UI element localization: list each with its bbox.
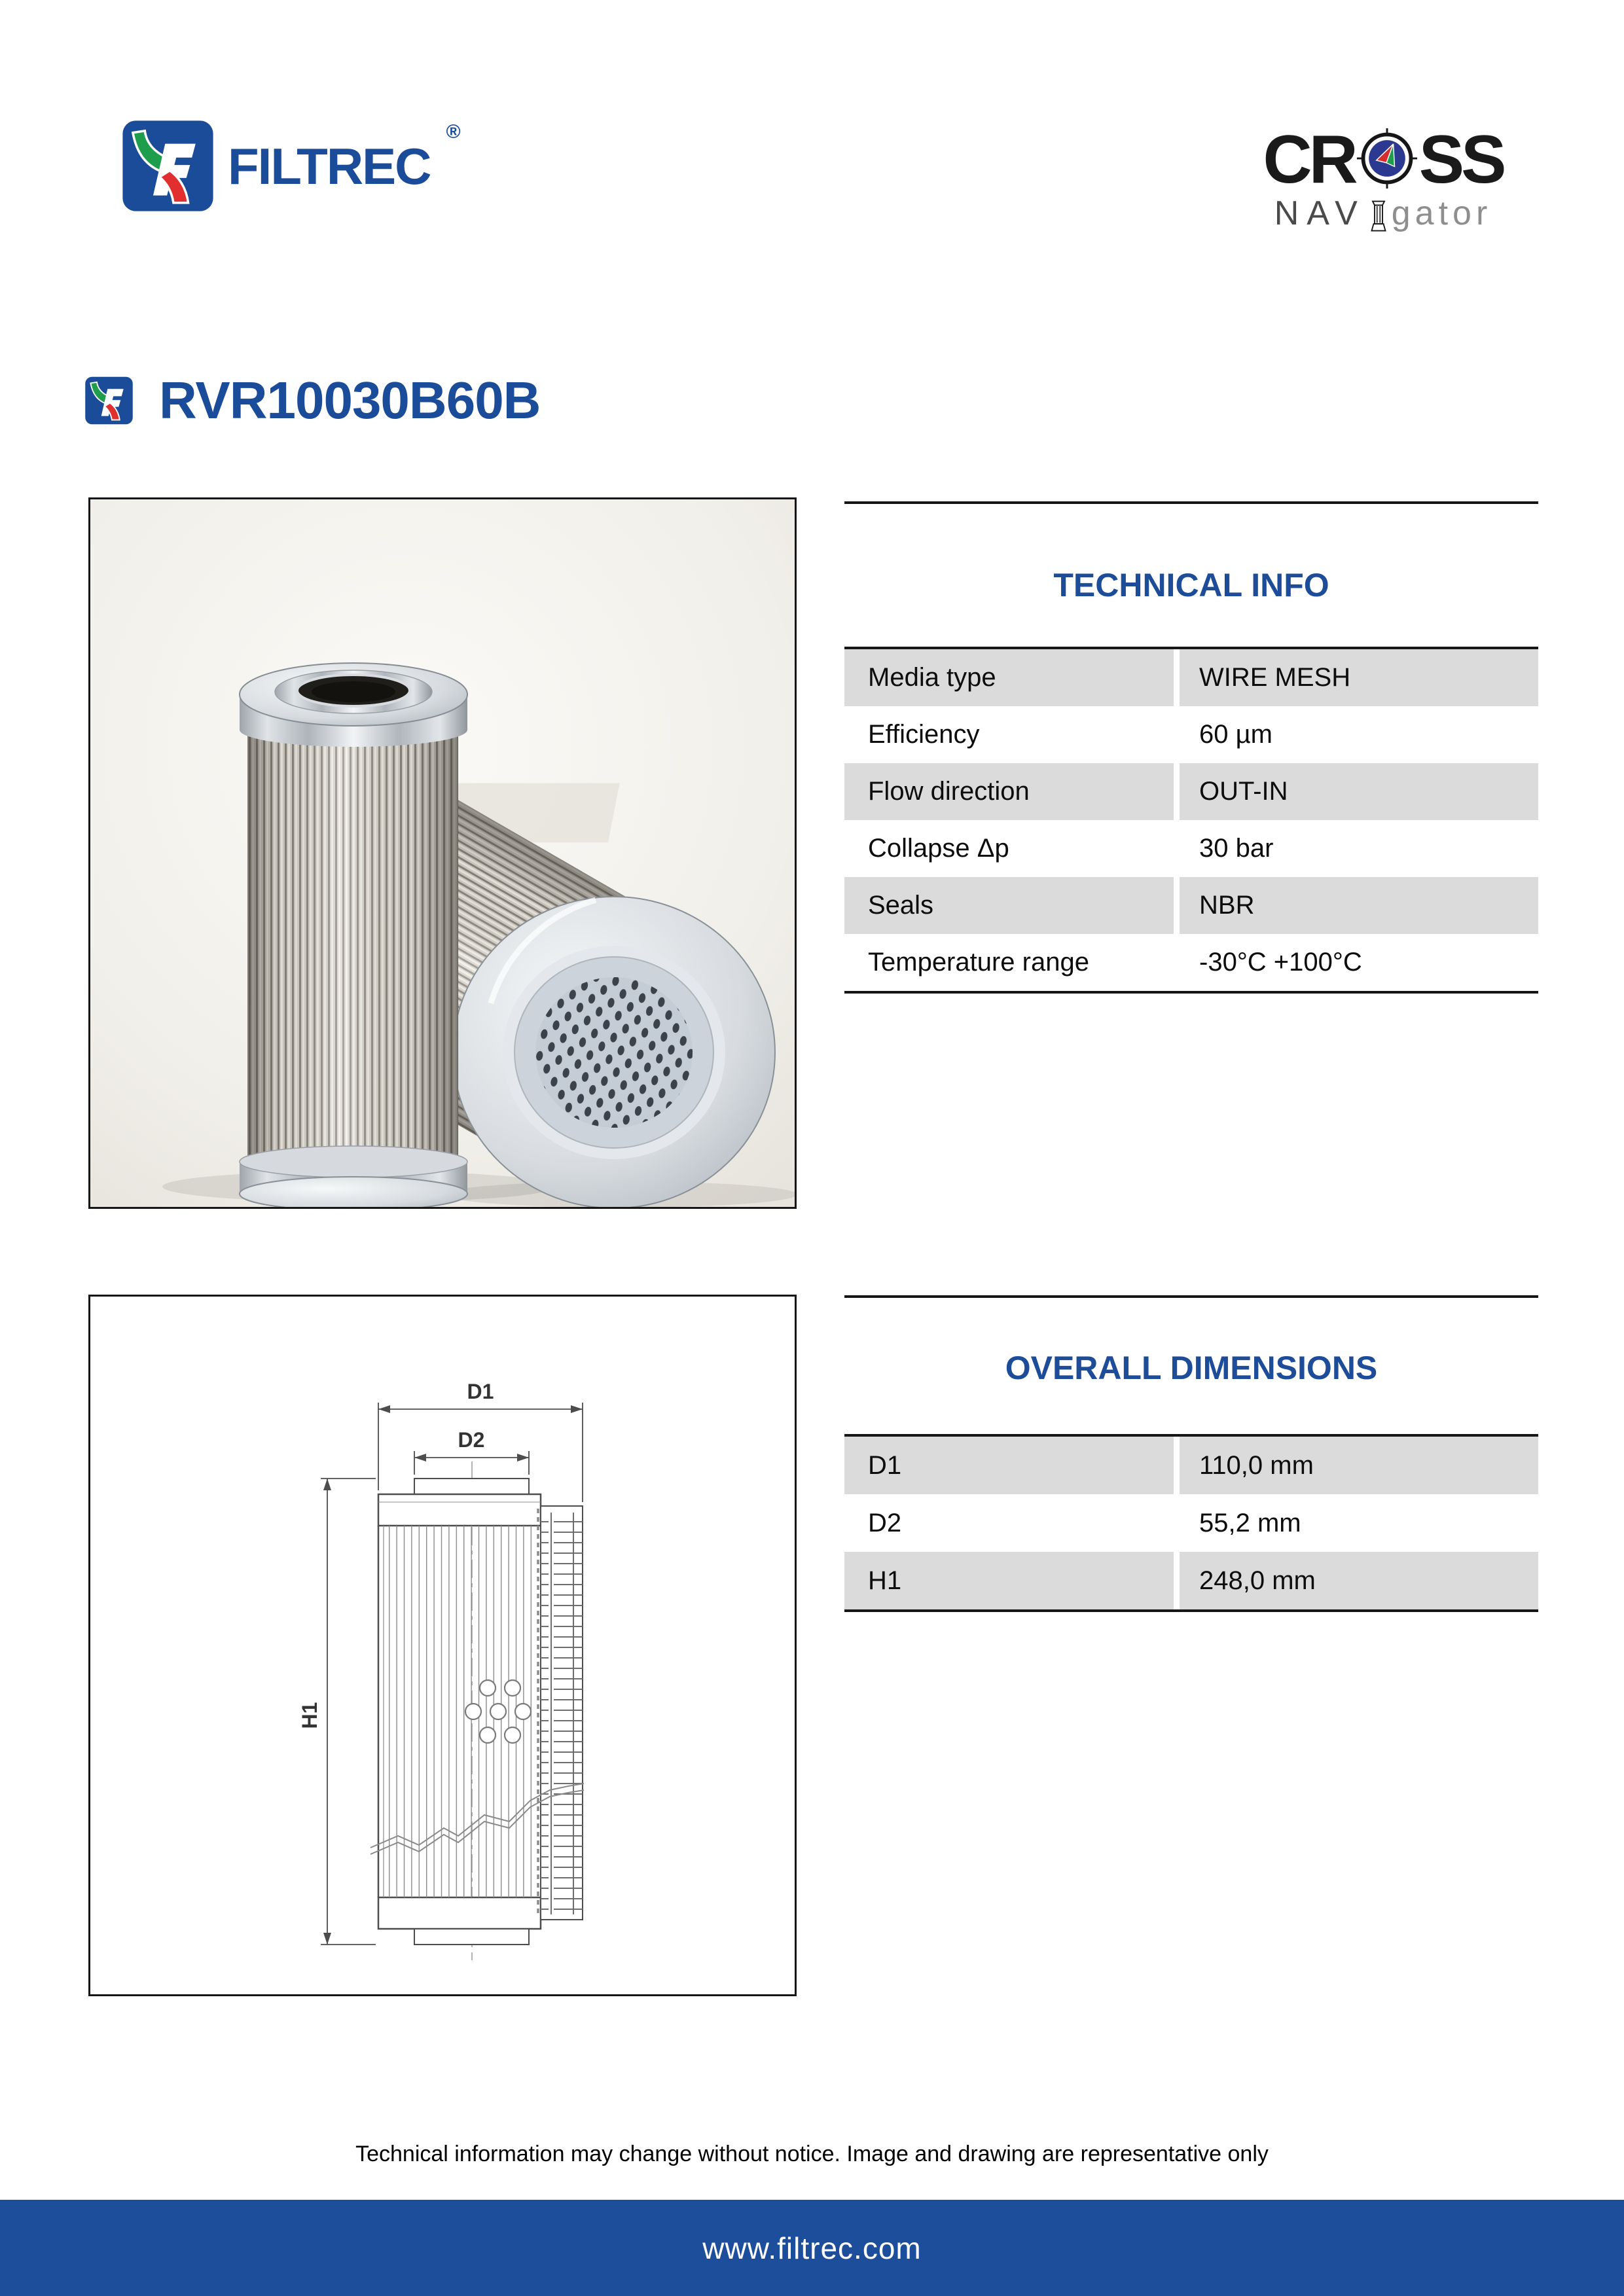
column-gutter xyxy=(1174,763,1180,820)
dimension-value: 55,2 mm xyxy=(1199,1508,1301,1537)
product-f-icon xyxy=(84,376,134,425)
cross-cr-text: CR xyxy=(1263,122,1355,198)
overall-dimensions-top-rule xyxy=(844,1295,1538,1298)
cross-ss-text: SS xyxy=(1418,122,1504,198)
disclaimer-note: Technical information may change without notice. Image and drawing are representative only xyxy=(355,2142,1269,2166)
table-row xyxy=(844,649,1538,706)
nav-text: NAV xyxy=(1274,194,1365,232)
cross-navigator-line1 xyxy=(1263,122,1504,198)
spec-value: -30°C +100°C xyxy=(1199,948,1362,977)
column-gutter xyxy=(1174,1437,1180,1494)
table-row xyxy=(844,1494,1538,1552)
table-row xyxy=(844,820,1538,877)
filtrec-logo xyxy=(121,120,461,212)
spec-value: 60 µm xyxy=(1199,720,1272,749)
compass-icon xyxy=(1356,127,1418,190)
column-gutter xyxy=(1174,934,1180,991)
product-photo xyxy=(88,497,797,1209)
spec-label: Seals xyxy=(844,877,1174,934)
dimension-drawing xyxy=(90,1297,795,1994)
column-gutter xyxy=(1174,649,1180,706)
dimension-label: D2 xyxy=(868,1508,902,1537)
cross-navigator-line2 xyxy=(1274,194,1492,230)
table-row xyxy=(844,1552,1538,1609)
spec-value: WIRE MESH xyxy=(1180,649,1538,706)
table-row xyxy=(844,706,1538,763)
technical-drawing xyxy=(88,1295,797,1996)
dimension-label: D1 xyxy=(844,1437,1174,1494)
spec-label: Efficiency xyxy=(868,720,980,749)
dimension-value: 110,0 mm xyxy=(1180,1437,1538,1494)
column-gutter xyxy=(1174,820,1180,877)
drawing-label-h1: H1 xyxy=(298,1702,321,1729)
spec-label: Media type xyxy=(844,649,1174,706)
spec-value: 30 bar xyxy=(1199,834,1274,863)
compass-stand-icon xyxy=(1369,198,1388,234)
spec-value: OUT-IN xyxy=(1180,763,1538,820)
technical-info-table xyxy=(844,647,1538,994)
website-link[interactable]: www.filtrec.com xyxy=(702,2231,922,2265)
table-row xyxy=(844,1437,1538,1494)
product-code: RVR10030B60B xyxy=(159,371,541,429)
filtrec-wordmark: FILTREC xyxy=(228,137,431,195)
spec-label: Temperature range xyxy=(868,948,1089,977)
column-gutter xyxy=(1174,877,1180,934)
column-gutter xyxy=(1174,1552,1180,1609)
column-gutter xyxy=(1174,1494,1180,1552)
technical-info-top-rule xyxy=(844,501,1538,504)
column-gutter xyxy=(1174,706,1180,763)
table-row xyxy=(844,877,1538,934)
filtrec-f-icon xyxy=(121,120,215,212)
spec-label: Collapse Δp xyxy=(868,834,1009,863)
dimension-value: 248,0 mm xyxy=(1180,1552,1538,1609)
product-header xyxy=(84,371,541,429)
technical-info-title: TECHNICAL INFO xyxy=(1053,567,1329,603)
filter-element-photo-illustration xyxy=(90,499,795,1207)
spec-label: Flow direction xyxy=(844,763,1174,820)
cross-navigator-logo xyxy=(1255,122,1511,232)
table-row xyxy=(844,763,1538,820)
footer-bar xyxy=(0,2200,1624,2296)
table-row xyxy=(844,934,1538,991)
overall-dimensions-title: OVERALL DIMENSIONS xyxy=(1005,1350,1378,1386)
drawing-label-d2: D2 xyxy=(458,1428,485,1452)
dimension-label: H1 xyxy=(844,1552,1174,1609)
registered-trademark-icon: ® xyxy=(446,121,461,143)
spec-value: NBR xyxy=(1180,877,1538,934)
drawing-label-d1: D1 xyxy=(467,1380,494,1403)
overall-dimensions-table xyxy=(844,1434,1538,1612)
gator-text: gator xyxy=(1391,194,1492,232)
